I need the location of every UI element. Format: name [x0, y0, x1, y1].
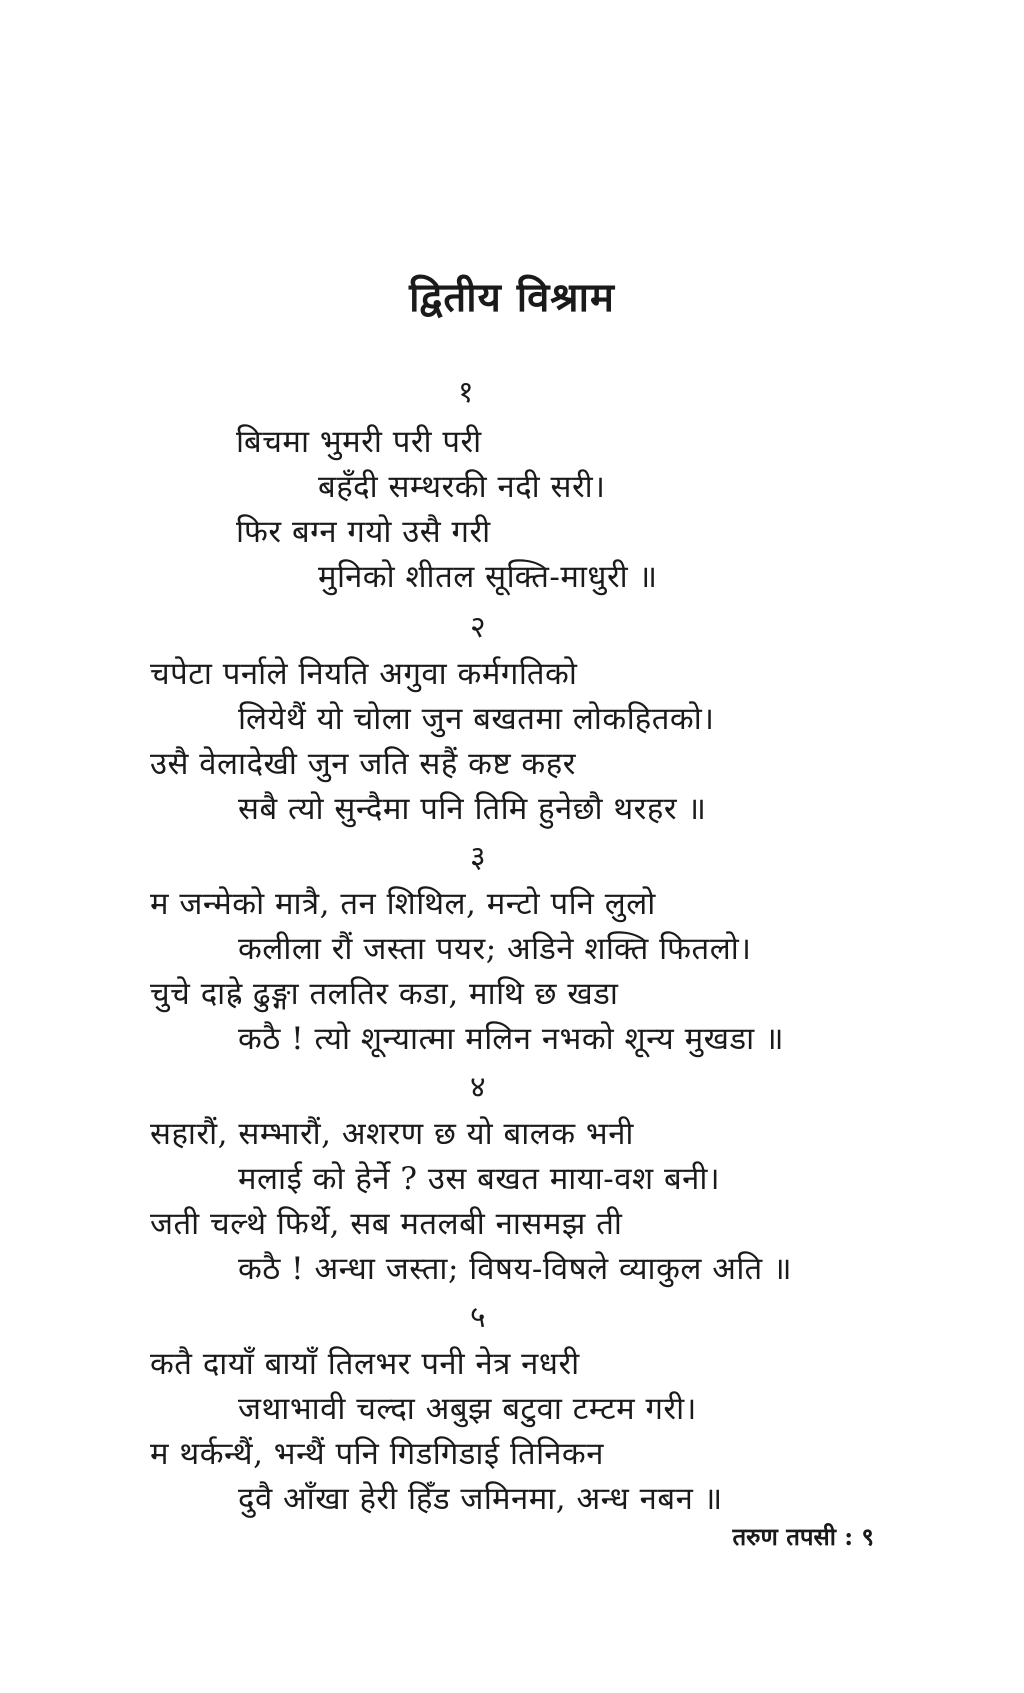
- verse-line: चुचे दाह्रे ढुङ्गा तलतिर कडा, माथि छ खडा: [150, 976, 619, 1012]
- verse-line: सहारौं, सम्भारौं, अशरण छ यो बालक भनी: [150, 1116, 634, 1152]
- verse-line: कठै ! अन्धा जस्ता; विषय-विषले व्याकुल अति ॥: [238, 1251, 793, 1287]
- chapter-title: द्वितीय विश्राम: [409, 274, 615, 321]
- verse-line: बहँदी सम्थरकी नदी सरी।: [318, 469, 606, 505]
- verse-line: जती चल्थे फिर्थे, सब मतलबी नासमझ ती: [150, 1206, 623, 1242]
- verse-line: मुनिको शीतल सूक्ति-माधुरी ॥: [318, 559, 658, 595]
- verse-line: सबै त्यो सुन्दैमा पनि तिमि हुनेछौ थरहर ॥: [238, 791, 707, 827]
- verse-line: मलाई को हेर्ने ? उस बखत माया-वश बनी।: [238, 1161, 721, 1197]
- verse-line: जथाभावी चल्दा अबुझ बटुवा टम्टम गरी।: [238, 1391, 697, 1427]
- verse-line: म जन्मेको मात्रै, तन शिथिल, मन्टो पनि लुलो: [150, 886, 656, 922]
- verse-line: कलीला रौं जस्ता पयर; अडिने शक्ति फितलो।: [238, 931, 752, 967]
- stanza-number: ५: [470, 1300, 486, 1335]
- stanza-number: ४: [470, 1070, 486, 1105]
- verse-line: म थर्कन्थैं, भन्थैं पनि गिडगिडाई तिनिकन: [150, 1436, 604, 1472]
- verse-line: लियेथैं यो चोला जुन बखतमा लोकहितको।: [238, 701, 715, 737]
- verse-line: बिचमा भुमरी परी परी: [236, 424, 482, 460]
- page-footer: तरुण तपसी : ९: [732, 1522, 874, 1551]
- verse-line: कठै ! त्यो शून्यात्मा मलिन नभको शून्य मुखडा ॥: [238, 1021, 785, 1057]
- stanza-number: ३: [470, 840, 486, 875]
- verse-line: कतै दायाँ बायाँ तिलभर पनी नेत्र नधरी: [150, 1346, 580, 1382]
- verse-line: फिर बग्न गयो उसै गरी: [236, 514, 491, 550]
- verse-line: दुवै आँखा हेरी हिँड जमिनमा, अन्ध नबन ॥: [238, 1481, 723, 1517]
- stanza-number: १: [458, 375, 474, 410]
- verse-line: चपेटा पर्नाले नियति अगुवा कर्मगतिको: [150, 656, 578, 692]
- verse-line: उसै वेलादेखी जुन जति सहैं कष्ट कहर: [150, 746, 576, 782]
- stanza-number: २: [470, 610, 486, 645]
